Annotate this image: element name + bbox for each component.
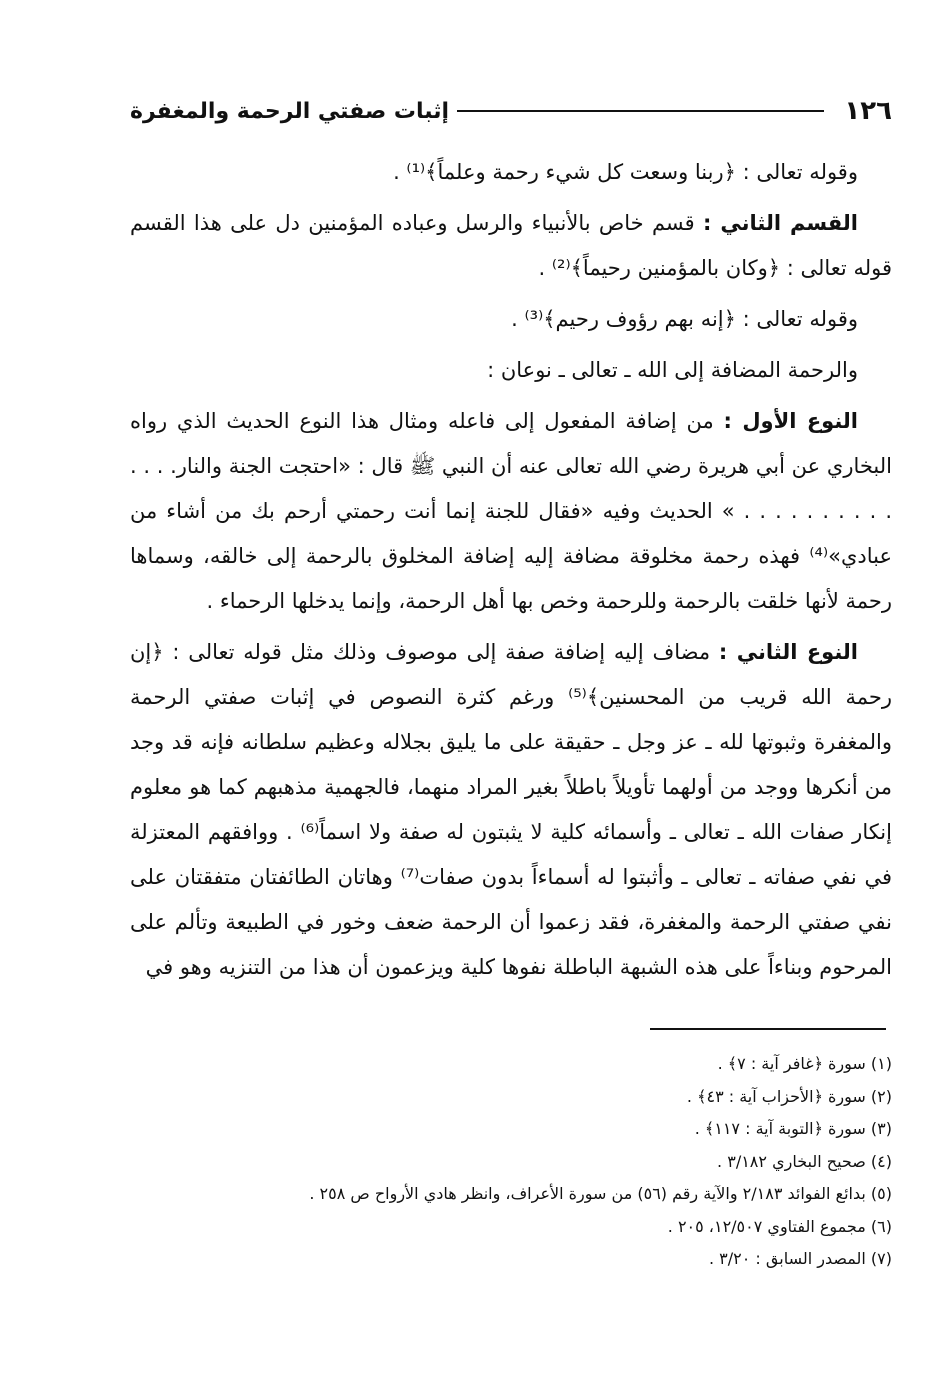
main-text [130, 150, 892, 996]
paragraph [130, 201, 892, 291]
paragraph-text: وقوله تعالى : ﴿ربنا وسعت كل شيء رحمة وعلماً﴾⁽¹⁾ . [393, 160, 858, 184]
footnote: (٣) سورة ﴿التوبة آية : ١١٧﴾ . [694, 1119, 892, 1138]
paragraph [130, 630, 892, 990]
running-title: إثبات صفتي الرحمة والمغفرة [130, 98, 450, 124]
paragraph-text: وقوله تعالى : ﴿إنه بهم رؤوف رحيم﴾⁽³⁾ . [511, 307, 858, 331]
footnotes [130, 1048, 892, 1276]
footnote-divider [650, 1028, 886, 1030]
page-header [130, 92, 892, 130]
paragraph [130, 399, 892, 624]
paragraph-lead: النوع الثاني : [718, 640, 859, 664]
paragraph [130, 150, 892, 195]
page-number: ١٢٦ [844, 96, 892, 126]
paragraph-lead: النوع الأول : [723, 409, 859, 433]
footnote: (٧) المصدر السابق : ٣/٢٠ . [709, 1249, 892, 1268]
paragraph [130, 348, 892, 393]
paragraph-text: والرحمة المضافة إلى الله ـ تعالى ـ نوعان : [487, 358, 858, 382]
paragraph [130, 297, 892, 342]
paragraph-lead: القسم الثاني : [703, 211, 858, 235]
paragraph-text: من إضافة المفعول إلى فاعله ومثال هذا النوع الحديث الذي رواه البخاري عن أبي هريرة رضي الله تعالى عنه أن النبي ﷺ قال : «احتجت الجنة والنار. . . . . . . . . . . . . . » الحديث وفيه «فقال للجنة إنما أنت رحمتي أرحم بك من أشاء من عبادي»⁽⁴⁾ فهذه رحمة مخلوقة مضافة إليه إضافة المخلوق بالرحمة إلى خالقه، وسماها رحمة لأنها خلقت بالرحمة وللرحمة وخص بها أهل الرحمة، وإنما يدخلها الرحماء . [130, 409, 892, 613]
footnote: (٦) مجموع الفتاوي ١٢/٥٠٧، ٢٠٥ . [667, 1216, 892, 1236]
paragraph-text: مضاف إليه إضافة صفة إلى موصوف وذلك مثل قوله تعالى : ﴿إن رحمة الله قريب من المحسنين﴾⁽⁵⁾ ورغم كثرة النصوص في إثبات صفتي الرحمة والمغفرة وثبوتها لله ـ عز وجل ـ حقيقة على ما يليق بجلاله وعظيم سلطانه فإنه قد وجد من أنكرها ووجد من أولهما تأويلاً باطلاً بغير المراد منهما، فالجهمية مذهبهم كما هو معلوم إنكار صفات الله ـ تعالى ـ وأسمائه كلية لا يثبتون له صفة ولا اسماً⁽⁶⁾ . ووافقهم المعتزلة في نفي صفاته ـ تعالى ـ وأثبتوا له أسماءاً بدون صفات⁽⁷⁾ وهاتان الطائفتان متفقتان على نفي صفتي الرحمة والمغفرة، فقد زعموا أن الرحمة ضعف وخور في الطبيعة وتألم على المرحوم وبناءاً على هذه الشبهة الباطلة نفوها كلية ويزعمون أن هذا من التنزيه وهو في [130, 640, 892, 979]
footnote: (٤) صحيح البخاري ٣/١٨٢ . [717, 1151, 892, 1171]
footnote: (٥) بدائع الفوائد ٢/١٨٣ والآية رقم (٥٦) من سورة الأعراف، وانظر هادي الأرواح ص ٢٥٨ . [309, 1184, 892, 1203]
header-rule [457, 110, 824, 112]
paragraph-text: قسم خاص بالأنبياء والرسل وعباده المؤمنين دل على هذا القسم قوله تعالى : ﴿وكان بالمؤمنين رحيماً﴾⁽²⁾ . [130, 211, 892, 280]
footnote: (١) سورة ﴿غافر آية : ٧﴾ . [717, 1054, 892, 1073]
footnote: (٢) سورة ﴿الأحزاب آية : ٤٣﴾ . [686, 1086, 892, 1106]
